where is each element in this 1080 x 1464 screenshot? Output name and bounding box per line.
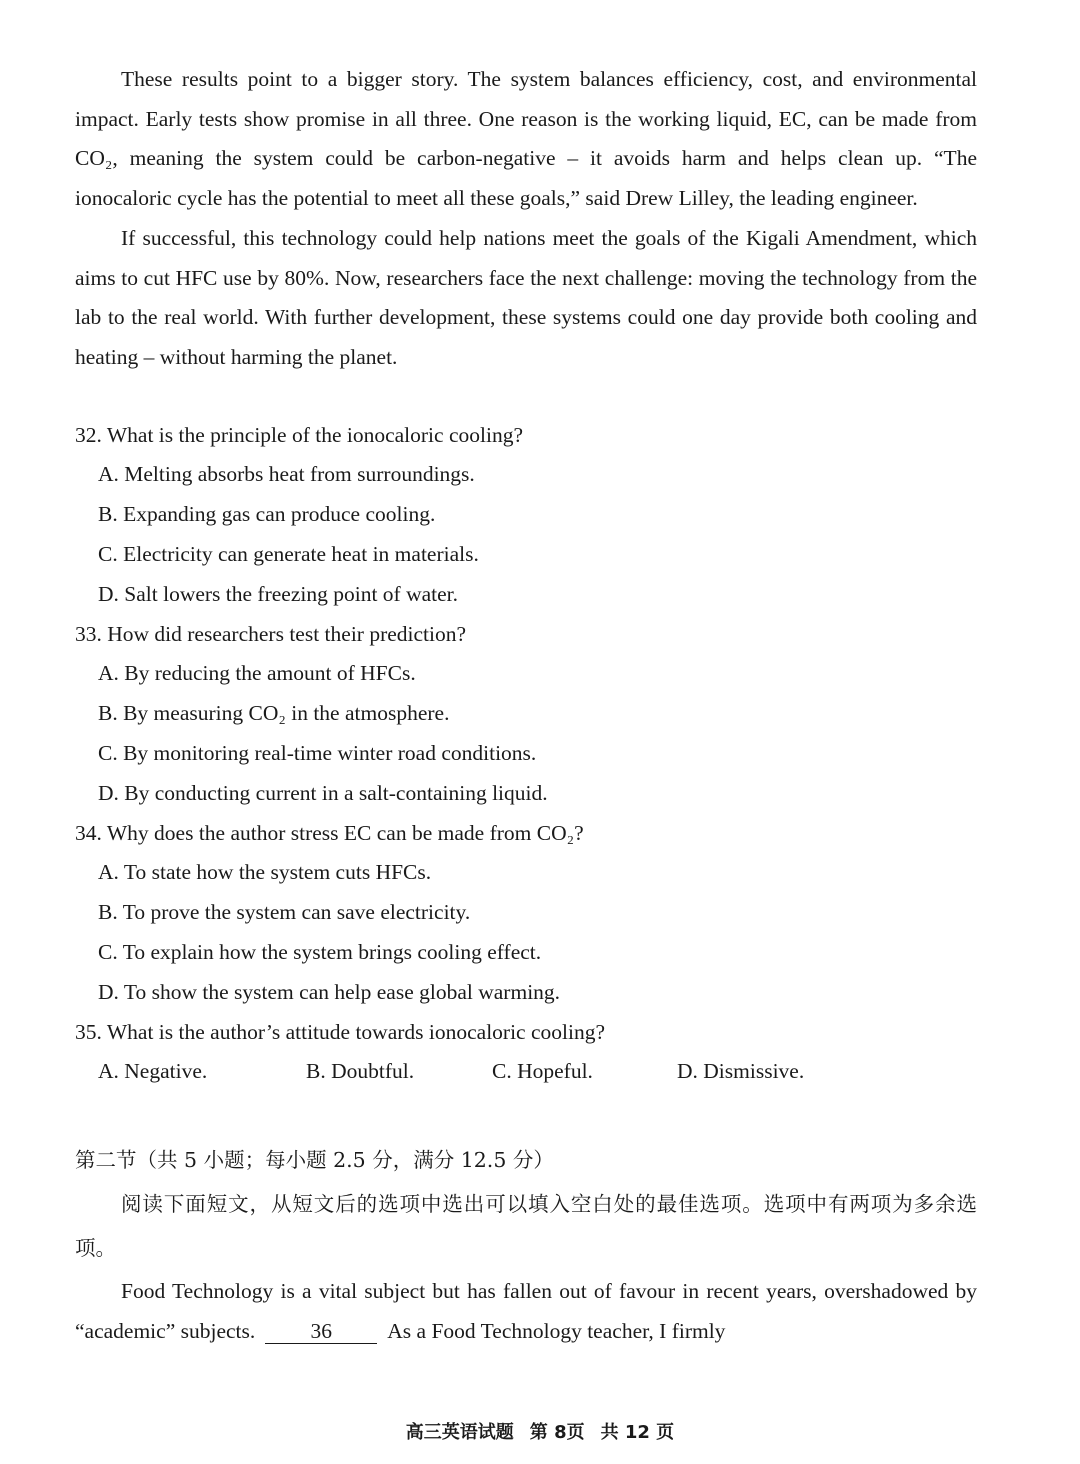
option-c[interactable]: C. Hopeful. [492, 1059, 593, 1084]
option-b[interactable]: B. To prove the system can save electricity. [98, 900, 471, 925]
question-stem: 34. Why does the author stress EC can be made from CO₂? [75, 820, 584, 845]
passage-text: As a Food Technology teacher, I firmly [387, 1318, 726, 1343]
option-a[interactable]: A. Negative. [98, 1059, 208, 1084]
option-c[interactable]: C. By monitoring real-time winter road conditions. [98, 741, 537, 765]
option-d[interactable]: D. Salt lowers the freezing point of water. [98, 581, 459, 606]
option-c[interactable]: C. To explain how the system brings cooling effect. [98, 939, 542, 964]
option-b[interactable]: B. By measuring CO₂ in the atmosphere. [98, 701, 450, 726]
option-d[interactable]: D. To show the system can help ease global warming. [98, 979, 561, 1004]
option-d[interactable]: D. Dismissive. [677, 1059, 805, 1084]
exam-page [75, 60, 977, 1352]
page-total: 共 12 页 [600, 1422, 675, 1443]
option-a[interactable]: A. To state how the system cuts HFCs. [98, 860, 432, 885]
section-instruction: 阅读下面短文，从短文后的选项中选出可以填入空白处的最佳选项。选项中有两项为多余选项。 [75, 1192, 977, 1261]
page-footer [0, 1418, 1080, 1444]
option-b[interactable]: B. Expanding gas can produce cooling. [98, 502, 436, 527]
question-stem: 33. How did researchers test their prediction? [75, 621, 467, 646]
exam-name: 高三英语试题 [405, 1422, 514, 1443]
options-row [75, 1052, 977, 1092]
passage-paragraph [75, 1272, 977, 1351]
question-list [75, 416, 977, 1093]
option-a[interactable]: A. Melting absorbs heat from surroundings. [98, 462, 475, 487]
passage-paragraph: If successful, this technology could help nations meet the goals of the Kigali Amendment, which aims to cut HFC use by 80%. Now, researchers face the next challenge: moving the technology from the lab to the real world. With further development, these systems could one day provide both cooling and heating – without harming the planet. [75, 225, 977, 369]
page-number: 第 8页 [529, 1422, 585, 1443]
passage-text: Food Technology is a vital subject but has fallen out of favour in recent years, overshadowed by “academic” subjects. [75, 1279, 977, 1343]
passage-paragraph: These results point to a bigger story. The system balances efficiency, cost, and environmental impact. Early tests show promise in all three. One reason is the working liquid, EC, can be made from CO₂, meaning the system could be carbon-negative – it avoids harm and helps clean up. “The ionocaloric cycle has the potential to meet all these goals,” said Drew Lilley, the leading engineer. [75, 67, 977, 211]
option-a[interactable]: A. By reducing the amount of HFCs. [98, 661, 416, 686]
answer-blank[interactable]: 36 [265, 1319, 377, 1344]
question-stem: 32. What is the principle of the ionocaloric cooling? [75, 422, 523, 447]
option-d[interactable]: D. By conducting current in a salt-containing liquid. [98, 780, 548, 805]
question-33 [75, 615, 977, 814]
question-35 [75, 1013, 977, 1093]
question-stem: 35. What is the author’s attitude towards ionocaloric cooling? [75, 1019, 606, 1044]
option-b[interactable]: B. Doubtful. [306, 1059, 415, 1084]
section-title: 第二节（共 5 小题；每小题 2.5 分，满分 12.5 分） [75, 1148, 554, 1173]
question-34 [75, 814, 977, 1013]
question-32 [75, 416, 977, 615]
option-c[interactable]: C. Electricity can generate heat in materials. [98, 542, 479, 567]
